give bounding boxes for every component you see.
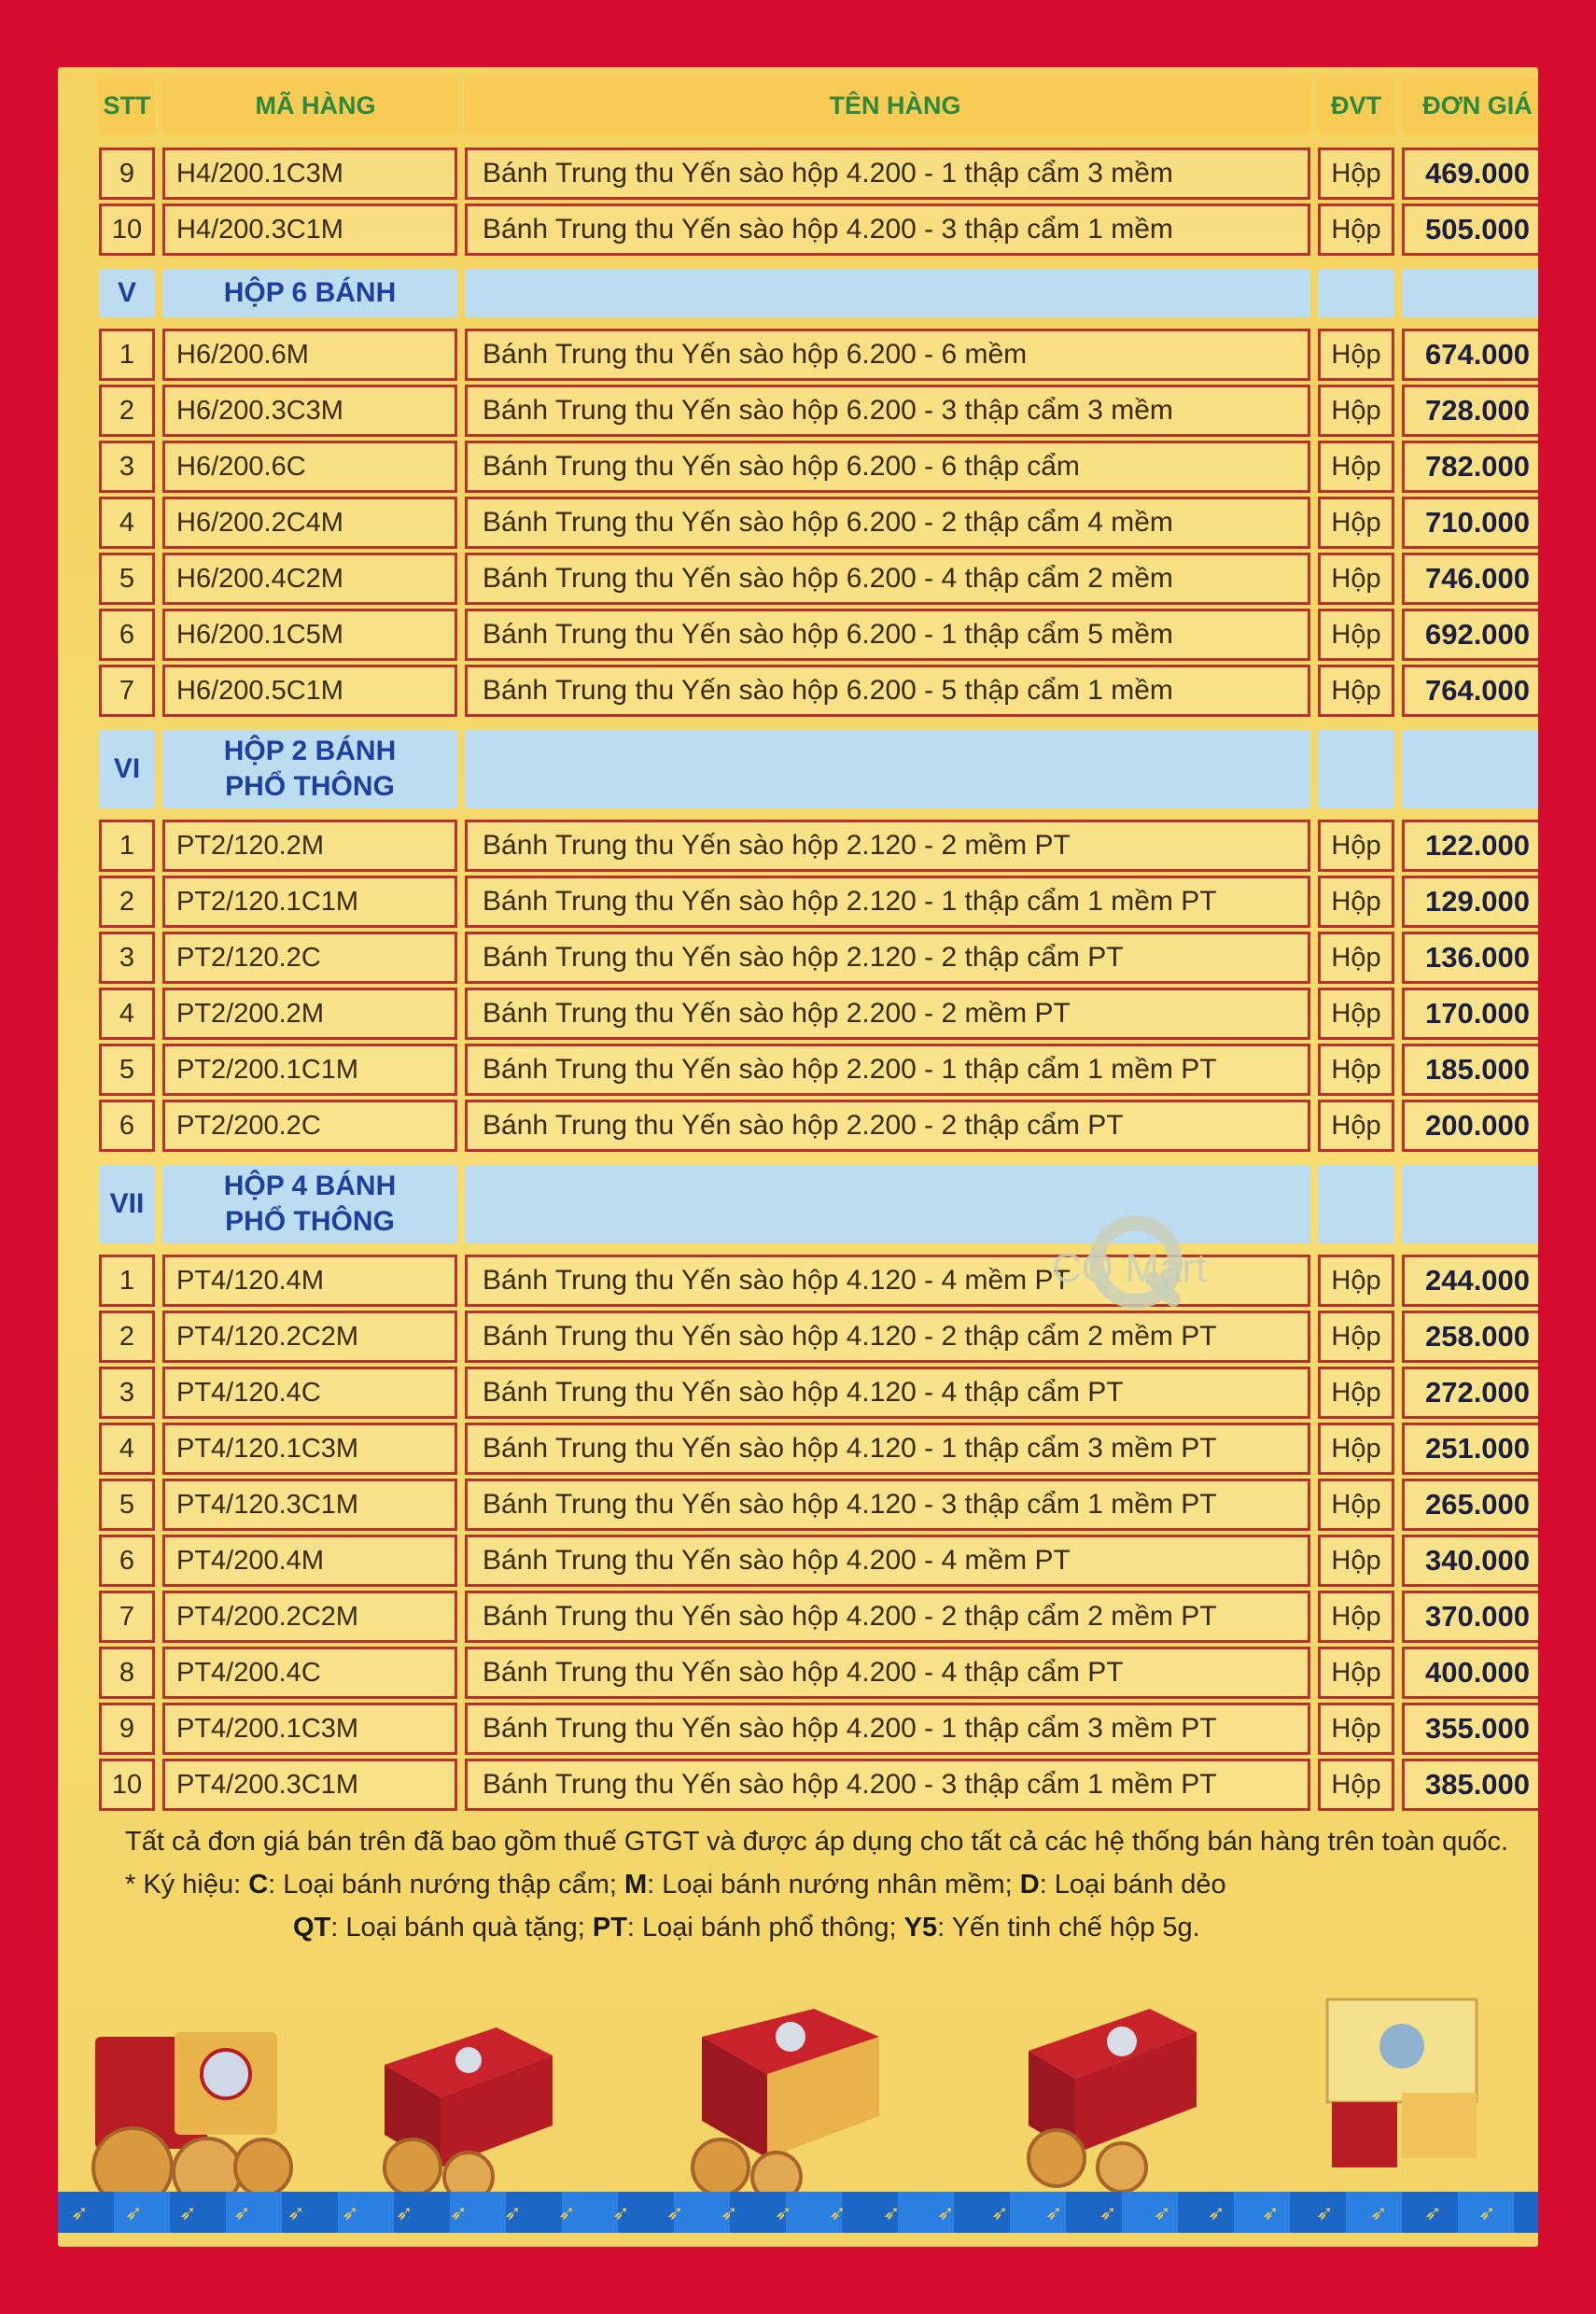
band-ornament-icon: ➶ [450,2201,468,2224]
section-header [58,730,1538,808]
row-price: 355.000 [1402,1703,1538,1755]
row-stt: 5 [99,1044,155,1096]
band-ornament-icon: ➶ [1045,2201,1063,2224]
table-row [58,203,1538,256]
legend-text: : Loại bánh nướng thập cẩm; [268,1870,624,1900]
row-price: 340.000 [1402,1535,1538,1587]
band-ornament-icon: ➶ [1154,2201,1171,2224]
table-row [58,1255,1538,1307]
row-unit: Hộp [1318,1479,1394,1531]
row-name: Bánh Trung thu Yến sào hộp 2.200 - 2 mềm PT [465,988,1310,1040]
row-unit: Hộp [1318,1044,1394,1096]
row-price: 728.000 [1402,385,1538,437]
band-ornament-icon: ➶ [937,2201,955,2224]
row-name: Bánh Trung thu Yến sào hộp 6.200 - 3 thập cẩm 3 mềm [465,385,1310,437]
table-row [58,553,1538,605]
table-row [58,1100,1538,1152]
band-ornament-icon: ➶ [721,2201,738,2224]
row-price: 200.000 [1402,1100,1538,1152]
legend-text: : Loại bánh dẻo [1039,1870,1226,1900]
row-code: PT4/200.2C2M [162,1591,457,1643]
table-row [58,1703,1538,1755]
band-ornament-icon: ➶ [1370,2201,1388,2224]
row-name: Bánh Trung thu Yến sào hộp 4.200 - 4 mềm PT [465,1535,1310,1587]
row-code: H4/200.3C1M [162,203,457,256]
row-name: Bánh Trung thu Yến sào hộp 4.120 - 3 thập cẩm 1 mềm PT [465,1479,1310,1531]
legend-text: : Loại bánh quà tặng; [330,1913,593,1942]
row-unit: Hộp [1318,1535,1394,1587]
row-unit: Hộp [1318,876,1394,928]
row-price: 129.000 [1402,876,1538,928]
row-stt: 4 [99,1423,155,1475]
row-code: PT4/120.4M [162,1255,457,1307]
legend-line-1 [105,1863,1538,1906]
row-price: 385.000 [1402,1759,1538,1811]
legend-code: Y5 [903,1913,938,1942]
table-row [58,497,1538,549]
row-stt: 6 [99,1535,155,1587]
row-code: PT4/200.3C1M [162,1759,457,1811]
row-price: 244.000 [1402,1255,1538,1307]
row-code: H6/200.3C3M [162,385,457,437]
band-ornament-icon: ➶ [1424,2201,1442,2224]
section-blank-cell [1402,1165,1538,1243]
row-unit: Hộp [1318,932,1394,984]
row-stt: 4 [99,988,155,1040]
table-row [58,1479,1538,1531]
table-row [58,1367,1538,1419]
section-roman: VI [99,730,155,808]
table-row [58,147,1538,200]
row-code: PT2/120.2C [162,932,457,984]
row-unit: Hộp [1318,665,1394,717]
band-ornament-icon: ➶ [179,2201,197,2224]
row-unit: Hộp [1318,329,1394,381]
mooncake-box-image [665,1999,907,2205]
table-row [58,1311,1538,1363]
row-unit: Hộp [1318,1423,1394,1475]
row-stt: 5 [99,1479,155,1531]
row-unit: Hộp [1318,1591,1394,1643]
row-unit: Hộp [1318,1647,1394,1699]
column-header-price: ĐƠN GIÁ [1402,77,1538,134]
band-ornament-icon: ➶ [1099,2201,1117,2224]
row-code: PT2/200.2M [162,988,457,1040]
row-unit: Hộp [1318,820,1394,872]
row-price: 764.000 [1402,665,1538,717]
section-title: HỘP 6 BÁNH [162,269,457,317]
band-ornament-icon: ➶ [666,2201,684,2224]
section-header [58,1165,1538,1243]
row-name: Bánh Trung thu Yến sào hộp 4.200 - 1 thập cẩm 3 mềm PT [465,1703,1310,1755]
row-unit: Hộp [1318,1255,1394,1307]
price-list-panel [58,67,1538,2247]
legend-code: PT [592,1913,627,1942]
row-unit: Hộp [1318,988,1394,1040]
section-blank-cell [1318,1165,1394,1243]
legend-line-2 [105,1906,1538,1949]
table-row [58,1423,1538,1475]
band-ornament-icon: ➶ [342,2201,359,2224]
row-price: 400.000 [1402,1647,1538,1699]
row-stt: 2 [99,876,155,928]
row-code: PT4/200.4M [162,1535,457,1587]
row-name: Bánh Trung thu Yến sào hộp 4.120 - 1 thập cẩm 3 mềm PT [465,1423,1310,1475]
row-code: PT4/120.2C2M [162,1311,457,1363]
row-stt: 6 [99,1100,155,1152]
row-price: 185.000 [1402,1044,1538,1096]
row-code: PT2/200.2C [162,1100,457,1152]
table-row [58,1535,1538,1587]
legend-code: QT [293,1913,331,1942]
section-header [58,269,1538,317]
row-stt: 1 [99,329,155,381]
row-stt: 1 [99,820,155,872]
row-price: 674.000 [1402,329,1538,381]
legend-text: : Yến tinh chế hộp 5g. [937,1913,1200,1942]
legend-text: : Loại bánh nướng nhân mềm; [647,1870,1020,1900]
row-price: 258.000 [1402,1311,1538,1363]
row-name: Bánh Trung thu Yến sào hộp 4.200 - 2 thập cẩm 2 mềm PT [465,1591,1310,1643]
decorative-border-band [58,2192,1538,2233]
row-name: Bánh Trung thu Yến sào hộp 4.200 - 1 thập cẩm 3 mềm [465,147,1310,200]
row-unit: Hộp [1318,441,1394,493]
table-row [58,665,1538,717]
row-code: H6/200.1C5M [162,609,457,661]
band-ornament-icon: ➶ [612,2201,630,2224]
legend-text: : Loại bánh phổ thông; [626,1913,904,1942]
row-price: 272.000 [1402,1367,1538,1419]
row-stt: 10 [99,1759,155,1811]
row-name: Bánh Trung thu Yến sào hộp 2.200 - 2 thập cẩm PT [465,1100,1310,1152]
section-blank-cell [1402,730,1538,808]
row-stt: 2 [99,385,155,437]
row-stt: 4 [99,497,155,549]
row-code: PT4/200.4C [162,1647,457,1699]
band-ornament-icon: ➶ [558,2201,576,2224]
row-unit: Hộp [1318,385,1394,437]
band-ornament-icon: ➶ [233,2201,251,2224]
legend-code: D [1019,1870,1040,1900]
row-code: H4/200.1C3M [162,147,457,200]
band-ornament-icon: ➶ [1262,2201,1280,2224]
row-code: H6/200.2C4M [162,497,457,549]
row-name: Bánh Trung thu Yến sào hộp 4.120 - 4 mềm PT [465,1255,1310,1307]
band-ornament-icon: ➶ [396,2201,413,2224]
row-stt: 7 [99,665,155,717]
table-row [58,1044,1538,1096]
section-blank-cell [1318,269,1394,317]
row-stt: 3 [99,932,155,984]
section-blank-cell [465,730,1310,808]
row-name: Bánh Trung thu Yến sào hộp 6.200 - 1 thập cẩm 5 mềm [465,609,1310,661]
row-price: 370.000 [1402,1591,1538,1643]
table-row [58,329,1538,381]
row-price: 136.000 [1402,932,1538,984]
row-name: Bánh Trung thu Yến sào hộp 4.200 - 3 thập cẩm 1 mềm PT [465,1759,1310,1811]
row-name: Bánh Trung thu Yến sào hộp 6.200 - 6 mềm [465,329,1310,381]
row-name: Bánh Trung thu Yến sào hộp 6.200 - 5 thập cẩm 1 mềm [465,665,1310,717]
row-stt: 3 [99,441,155,493]
band-ornament-icon: ➶ [775,2201,792,2224]
row-price: 265.000 [1402,1479,1538,1531]
mooncake-box-image [991,1995,1225,2200]
table-row [58,988,1538,1040]
row-price: 469.000 [1402,147,1538,200]
row-code: H6/200.5C1M [162,665,457,717]
row-stt: 1 [99,1255,155,1307]
row-name: Bánh Trung thu Yến sào hộp 4.200 - 3 thập cẩm 1 mềm [465,203,1310,256]
table-header [58,77,1538,134]
row-name: Bánh Trung thu Yến sào hộp 6.200 - 2 thập cẩm 4 mềm [465,497,1310,549]
section-roman: V [99,269,155,317]
notes [105,1820,1538,1949]
legend-code: M [623,1870,648,1900]
watermark-text: CQ Mart [1052,1245,1208,1291]
row-code: PT2/120.1C1M [162,876,457,928]
row-stt: 10 [99,203,155,256]
table-row [58,876,1538,928]
row-stt: 3 [99,1367,155,1419]
row-code: H6/200.6M [162,329,457,381]
row-unit: Hộp [1318,1703,1394,1755]
vat-note: Tất cả đơn giá bán trên đã bao gồm thuế GTGT và được áp dụng cho tất cả các hệ thống bán hàng trên toàn quốc. [125,1827,1509,1857]
table-row [58,820,1538,872]
row-price: 122.000 [1402,820,1538,872]
row-code: PT4/120.3C1M [162,1479,457,1531]
row-unit: Hộp [1318,147,1394,200]
row-name: Bánh Trung thu Yến sào hộp 2.200 - 1 thập cẩm 1 mềm PT [465,1044,1310,1096]
row-code: PT4/120.4C [162,1367,457,1419]
band-ornament-icon: ➶ [1208,2201,1225,2224]
row-price: 251.000 [1402,1423,1538,1475]
column-header-stt: STT [99,77,155,134]
mooncake-box-image [357,2009,571,2205]
column-header-unit: ĐVT [1318,77,1394,134]
row-price: 746.000 [1402,553,1538,605]
row-stt: 9 [99,147,155,200]
row-stt: 9 [99,1703,155,1755]
row-code: PT4/200.1C3M [162,1703,457,1755]
row-unit: Hộp [1318,497,1394,549]
row-code: PT4/120.1C3M [162,1423,457,1475]
table-row [58,441,1538,493]
row-name: Bánh Trung thu Yến sào hộp 6.200 - 4 thập cẩm 2 mềm [465,553,1310,605]
row-name: Bánh Trung thu Yến sào hộp 4.120 - 4 thập cẩm PT [465,1367,1310,1419]
mooncake-box-image [77,2018,319,2214]
band-ornament-icon: ➶ [504,2201,522,2224]
table-row [58,1647,1538,1699]
section-blank-cell [1318,730,1394,808]
section-blank-cell [1402,269,1538,317]
row-unit: Hộp [1318,1311,1394,1363]
row-name: Bánh Trung thu Yến sào hộp 6.200 - 6 thập cẩm [465,441,1310,493]
row-code: PT2/120.2M [162,820,457,872]
band-ornament-icon: ➶ [71,2201,89,2224]
row-stt: 5 [99,553,155,605]
row-stt: 6 [99,609,155,661]
table-row [58,385,1538,437]
row-unit: Hộp [1318,1367,1394,1419]
row-code: H6/200.6C [162,441,457,493]
row-name: Bánh Trung thu Yến sào hộp 2.120 - 2 mềm PT [465,820,1310,872]
row-price: 170.000 [1402,988,1538,1040]
legend-code: C [248,1870,269,1900]
section-title: HỘP 2 BÁNH PHỔ THÔNG [162,730,457,808]
band-ornament-icon: ➶ [125,2201,143,2224]
row-price: 782.000 [1402,441,1538,493]
row-name: Bánh Trung thu Yến sào hộp 4.200 - 4 thập cẩm PT [465,1647,1310,1699]
row-code: PT2/200.1C1M [162,1044,457,1096]
row-name: Bánh Trung thu Yến sào hộp 2.120 - 2 thập cẩm PT [465,932,1310,984]
row-stt: 8 [99,1647,155,1699]
section-blank-cell [465,269,1310,317]
row-price: 692.000 [1402,609,1538,661]
row-price: 505.000 [1402,203,1538,256]
legend-prefix: * Ký hiệu: [125,1870,249,1900]
band-ornament-icon: ➶ [991,2201,1009,2224]
band-ornament-icon: ➶ [1478,2201,1496,2224]
band-ornament-icon: ➶ [287,2201,305,2224]
section-title: HỘP 4 BÁNH PHỔ THÔNG [162,1165,457,1243]
row-unit: Hộp [1318,1100,1394,1152]
row-stt: 2 [99,1311,155,1363]
table-row [58,1591,1538,1643]
column-header-name: TÊN HÀNG [465,77,1310,134]
table-row [58,1759,1538,1811]
row-unit: Hộp [1318,609,1394,661]
column-header-code: MÃ HÀNG [162,77,457,134]
row-price: 710.000 [1402,497,1538,549]
section-roman: VII [99,1165,155,1243]
row-name: Bánh Trung thu Yến sào hộp 2.120 - 1 thập cẩm 1 mềm PT [465,876,1310,928]
row-unit: Hộp [1318,203,1394,256]
row-name: Bánh Trung thu Yến sào hộp 4.120 - 2 thập cẩm 2 mềm PT [465,1311,1310,1363]
gift-box-image [1309,1990,1495,2177]
row-stt: 7 [99,1591,155,1643]
table-row [58,609,1538,661]
band-ornament-icon: ➶ [1316,2201,1334,2224]
row-unit: Hộp [1318,1759,1394,1811]
band-ornament-icon: ➶ [829,2201,847,2224]
table-row [58,932,1538,984]
row-code: H6/200.4C2M [162,553,457,605]
band-ornament-icon: ➶ [883,2201,901,2224]
row-unit: Hộp [1318,553,1394,605]
